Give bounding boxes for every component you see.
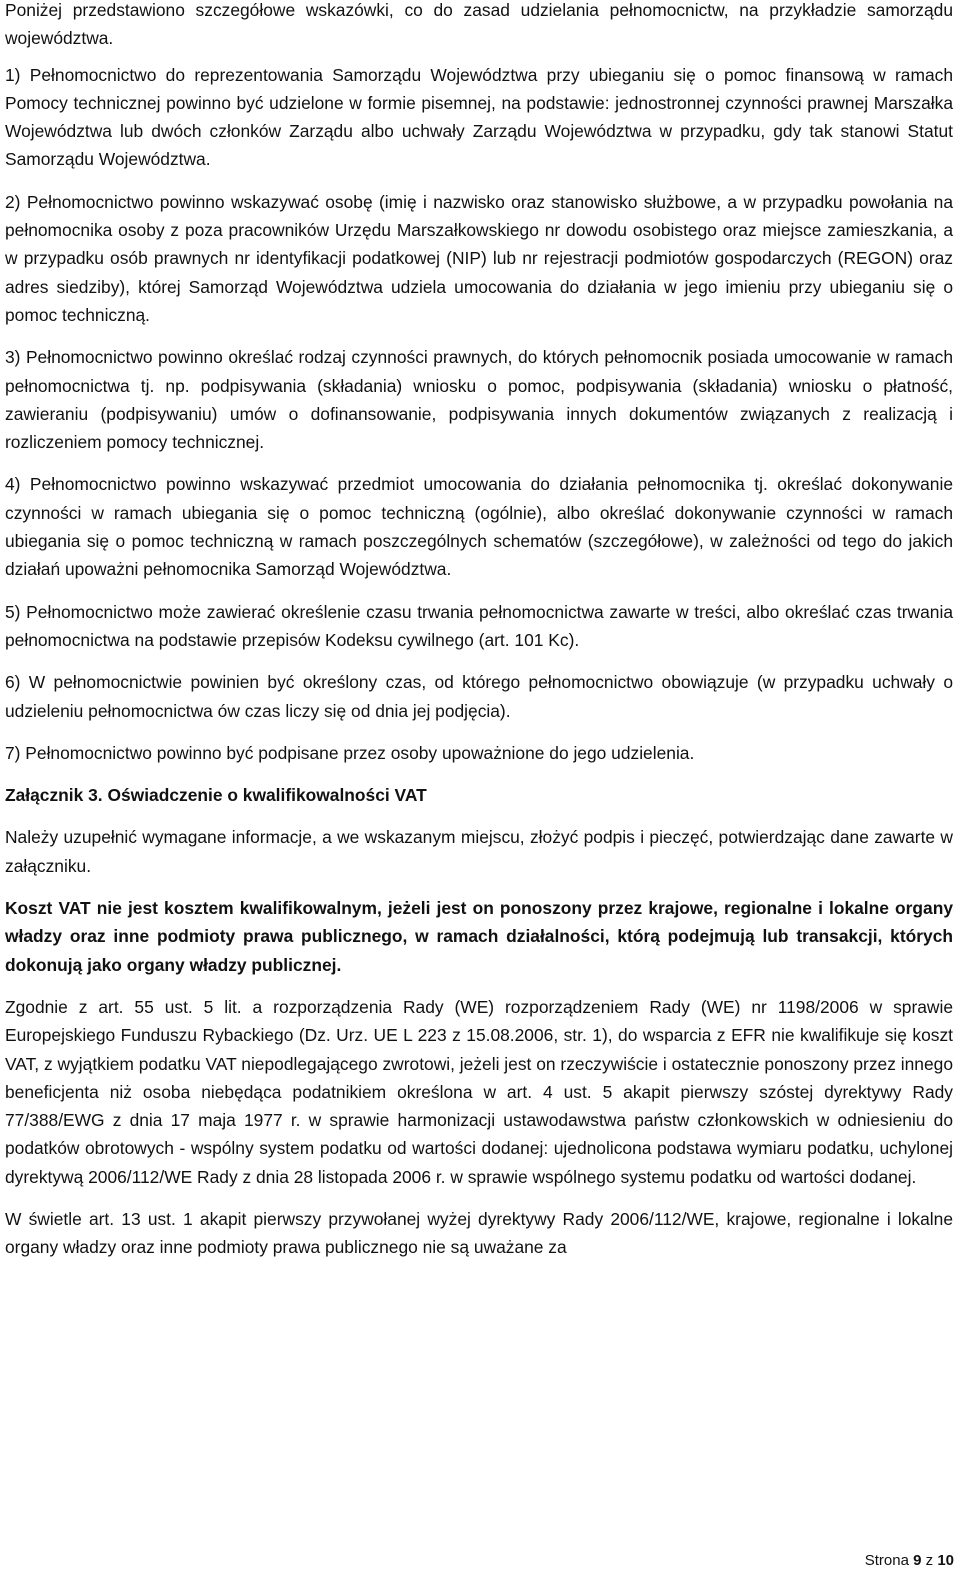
guideline-item-4: 4) Pełnomocnictwo powinno wskazywać przedmiot umocowania do działania pełnomocnika tj. określać dokonywanie czynności w ramach ubiegania się o pomoc techniczną (ogólnie), albo określać dokonywanie czynności w ramach ubiegania się o pomoc techniczną w ramach poszczególnych schematów (szczegółowe), w zależności od tego do jakich działań upoważni pełnomocnika Samorząd Województwa. bbox=[5, 474, 953, 580]
vat-statement-text: Koszt VAT nie jest kosztem kwalifikowalnym, jeżeli jest on ponoszony przez krajowe, regionalne i lokalne organy władzy oraz inne podmioty prawa publicznego, w ramach działalności, którą podejmują lub transakcji, których dokonują jako organy władzy publicznej. bbox=[5, 898, 953, 975]
annex-title: Oświadczenie o kwalifikowalności VAT bbox=[107, 785, 427, 806]
page-number-total: 10 bbox=[937, 1552, 954, 1569]
guideline-item-3: 3) Pełnomocnictwo powinno określać rodzaj czynności prawnych, do których pełnomocnik posiada umocowanie w ramach pełnomocnictwa tj. np. podpisywania (składania) wniosku o pomoc, podpisywania (składania) wniosku o płatność, zawieraniu (podpisywaniu) umów o dofinansowanie, podpisywania innych dokumentów związanych z realizacją i rozliczeniem pomocy technicznej. bbox=[5, 347, 953, 453]
guideline-item-2: 2) Pełnomocnictwo powinno wskazywać osobę (imię i nazwisko oraz stanowisko służbowe, a w przypadku powołania na pełnomocnika osoby z poza pracowników Urzędu Marszałkowskiego nr dowodu osobistego oraz miejsce zamieszkania, a w przypadku osób prawnych nr identyfikacji podatkowej (NIP) lub nr rejestracji podmiotów gospodarczych (REGON) oraz adres siedziby), której Samorząd Województwa udziela umocowania do działania w jego imieniu przy ubieganiu się o pomoc techniczną. bbox=[5, 191, 953, 325]
guideline-item-1: 1) Pełnomocnictwo do reprezentowania Samorządu Województwa przy ubieganiu się o pomoc finansową w ramach Pomocy technicznej powinno być udzielone w formie pisemnej, na podstawie: jednostronnej czynności prawnej Marszałka Województwa lub dwóch członków Zarządu albo uchwały Zarządu Województwa w przypadku, gdy tak stanowi Statut Samorządu Województwa. bbox=[5, 64, 953, 170]
guideline-item-6: 6) W pełnomocnictwie powinien być określony czas, od którego pełnomocnictwo obowiązuje (w przypadku uchwały o udzieleniu pełnomocnictwa ów czas liczy się od dnia jej podjęcia). bbox=[5, 672, 953, 721]
guideline-item-5: 5) Pełnomocnictwo może zawierać określenie czasu trwania pełnomocnictwa zawarte w treści, albo określać czas trwania pełnomocnictwa na podstawie przepisów Kodeksu cywilnego (art. 101 Kc). bbox=[5, 601, 953, 650]
intro-paragraph: Poniżej przedstawiono szczegółowe wskazówki, co do zasad udzielania pełnomocnictw, na przykładzie samorządu województwa. bbox=[5, 0, 953, 49]
page-number-prefix: Strona bbox=[864, 1552, 909, 1569]
legal-basis-paragraph: Zgodnie z art. 55 ust. 5 lit. a rozporządzenia Rady (WE) rozporządzeniem Rady (WE) nr 1198/2006 w sprawie Europejskiego Funduszu Rybackiego (Dz. Urz. UE L 223 z 15.08.2006, str. 1), do wsparcia z EFR nie kwalifikuje się koszt VAT, z wyjątkiem podatku VAT niepodlegającego zwrotowi, jeżeli jest on rzeczywiście i ostatecznie ponoszony przez innego beneficjenta niż osoba niebędąca podatnikiem określona w art. 4 ust. 5 akapit pierwszy szóstej dyrektywy Rady 77/388/EWG z dnia 17 maja 1977 r. w sprawie harmonizacji ustawodawstwa państw członkowskich w odniesieniu do podatków obrotowych - wspólny system podatku od wartości dodanej: ujednolicona podstawa wymiaru podatku, uchylonej dyrektywą 2006/112/WE Rady z dnia 28 listopada 2006 r. w sprawie wspólnego systemu podatku od wartości dodanej. bbox=[5, 996, 953, 1187]
vat-statement bbox=[5, 894, 953, 979]
instruction-paragraph: Należy uzupełnić wymagane informacje, a we wskazanym miejscu, złożyć podpis i pieczęć, potwierdzając dane zawarte w załączniku. bbox=[5, 827, 953, 876]
page-number-separator: z bbox=[925, 1552, 934, 1569]
page-number bbox=[865, 1551, 954, 1571]
annex-heading bbox=[5, 781, 953, 809]
guideline-item-7: 7) Pełnomocnictwo powinno być podpisane przez osoby upoważnione do jego udzielenia. bbox=[5, 742, 695, 763]
page-number-current: 9 bbox=[913, 1552, 922, 1569]
directive-paragraph: W świetle art. 13 ust. 1 akapit pierwszy przywołanej wyżej dyrektywy Rady 2006/112/WE, krajowe, regionalne i lokalne organy władzy oraz inne podmioty prawa publicznego nie są uważane za bbox=[5, 1208, 953, 1258]
document-page bbox=[5, 0, 953, 1262]
annex-label: Załącznik 3. bbox=[5, 785, 103, 806]
